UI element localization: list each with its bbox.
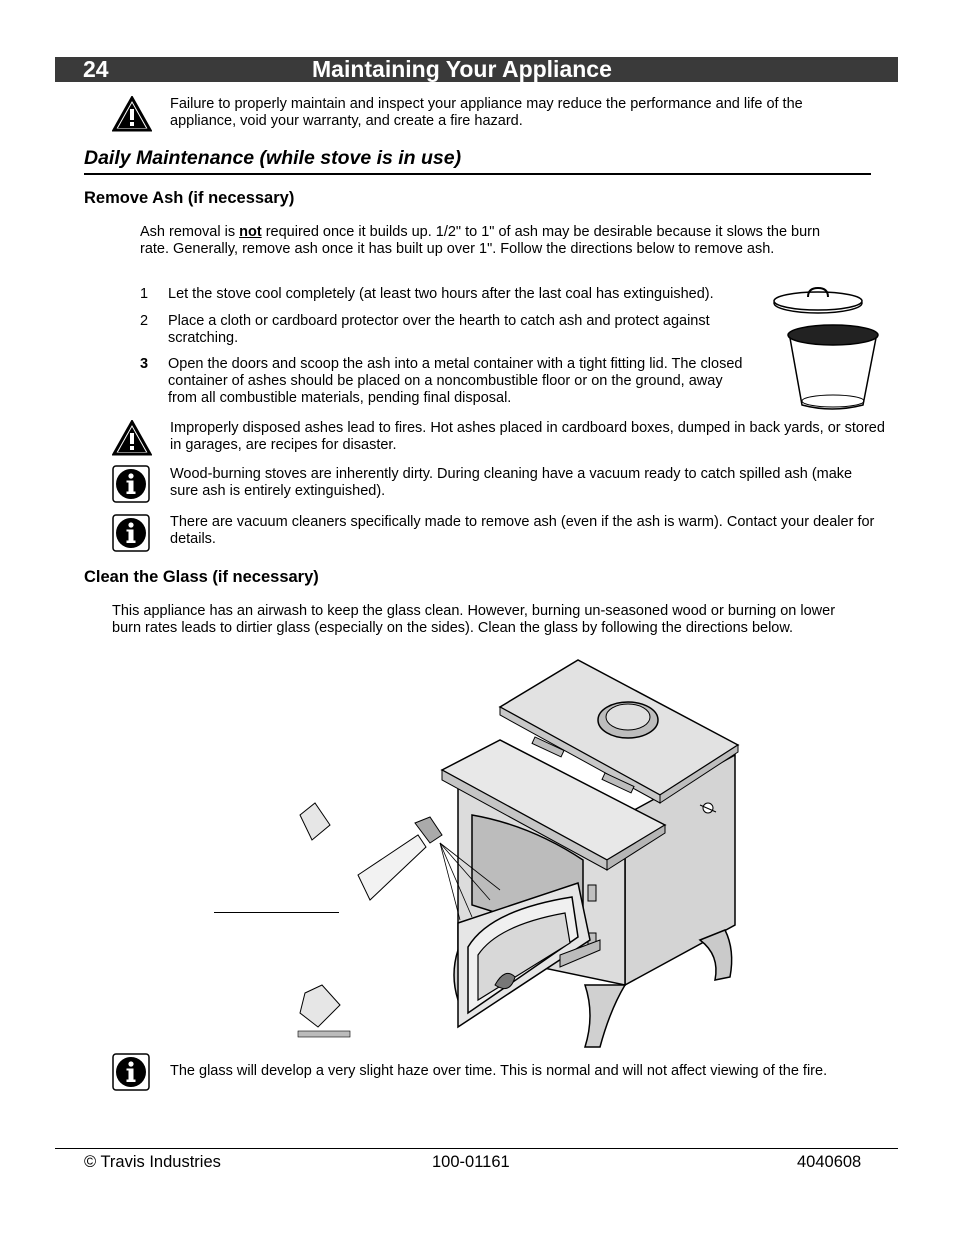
section-title: Daily Maintenance (while stove is in use) [84, 147, 462, 169]
paper-towel-icon [290, 983, 360, 1043]
footer-divider [55, 1148, 898, 1149]
spray-bottle-icon [290, 795, 450, 905]
info-vacuum-text: Wood-burning stoves are inherently dirty. During cleaning have a vacuum ready to catch spilled ash (make sure ash is entirely extinguished). [170, 466, 853, 499]
step-3 [140, 356, 750, 411]
stove-illustration [200, 655, 760, 1050]
step-number: 1 [140, 286, 149, 302]
page-number: 24 [83, 56, 109, 82]
clean-glass-paragraph: This appliance has an airwash to keep the glass clean. However, burning un-seasoned wood or burning on lower burn rates leads to dirtier glass (especially on the sides). Clean the glass by following the directions below. [112, 603, 836, 636]
footer-copyright: © Travis Industries [84, 1153, 221, 1171]
step-text: Open the doors and scoop the ash into a metal container with a tight fitting lid. The closed container of ashes should be placed on a noncombustible floor or on the ground, away from all combustible materials, pending final disposal. [168, 356, 743, 406]
page-title: Maintaining Your Appliance [312, 56, 612, 82]
intro-warning-text: Failure to properly maintain and inspect your appliance may reduce the performance and life of the appliance, void your warranty, and create a fire hazard. [170, 96, 803, 129]
footer-doc-number: 4040608 [797, 1153, 862, 1171]
section-divider [84, 173, 871, 175]
info-icon [112, 1053, 150, 1091]
clean-glass-title: Clean the Glass (if necessary) [84, 568, 319, 586]
footer-part-number: 100-01161 [432, 1153, 510, 1171]
remove-ash-para-after: required once it builds up. 1/2" to 1" of ash may be desirable because it slows the burn rate. Generally, remove ash once it has built up over 1". Follow the directions below to remove ash. [140, 224, 821, 257]
remove-ash-title: Remove Ash (if necessary) [84, 189, 295, 207]
step-2 [140, 313, 760, 349]
info-glass-haze-text: The glass will develop a very slight haze over time. This is normal and will not affect viewing of the fire. [170, 1063, 828, 1079]
step-text: Place a cloth or cardboard protector over the hearth to catch ash and protect against scratching. [168, 313, 710, 346]
warning-triangle-icon [112, 96, 152, 132]
cleaner-line [214, 912, 339, 913]
step-number: 2 [140, 313, 149, 329]
warning-triangle-icon [112, 420, 152, 456]
info-icon [112, 514, 150, 552]
step-number: 3 [140, 356, 149, 372]
page-header [55, 57, 898, 82]
remove-ash-para-bold: not [239, 224, 262, 240]
remove-ash-para-before: Ash removal is [140, 224, 240, 240]
info-icon [112, 465, 150, 503]
info-ash-vacuum-text: There are vacuum cleaners specifically made to remove ash (even if the ash is warm). Contact your dealer for details. [170, 514, 875, 547]
ash-disposal-warning: Improperly disposed ashes lead to fires. Hot ashes placed in cardboard boxes, dumped in back yards, or stored in garages, are recipes for disaster. [170, 420, 885, 453]
remove-ash-paragraph [140, 224, 845, 258]
ash-bucket-illustration [770, 283, 885, 413]
step-text: Let the stove cool completely (at least two hours after the last coal has extinguished). [168, 286, 714, 302]
step-1 [140, 286, 765, 306]
